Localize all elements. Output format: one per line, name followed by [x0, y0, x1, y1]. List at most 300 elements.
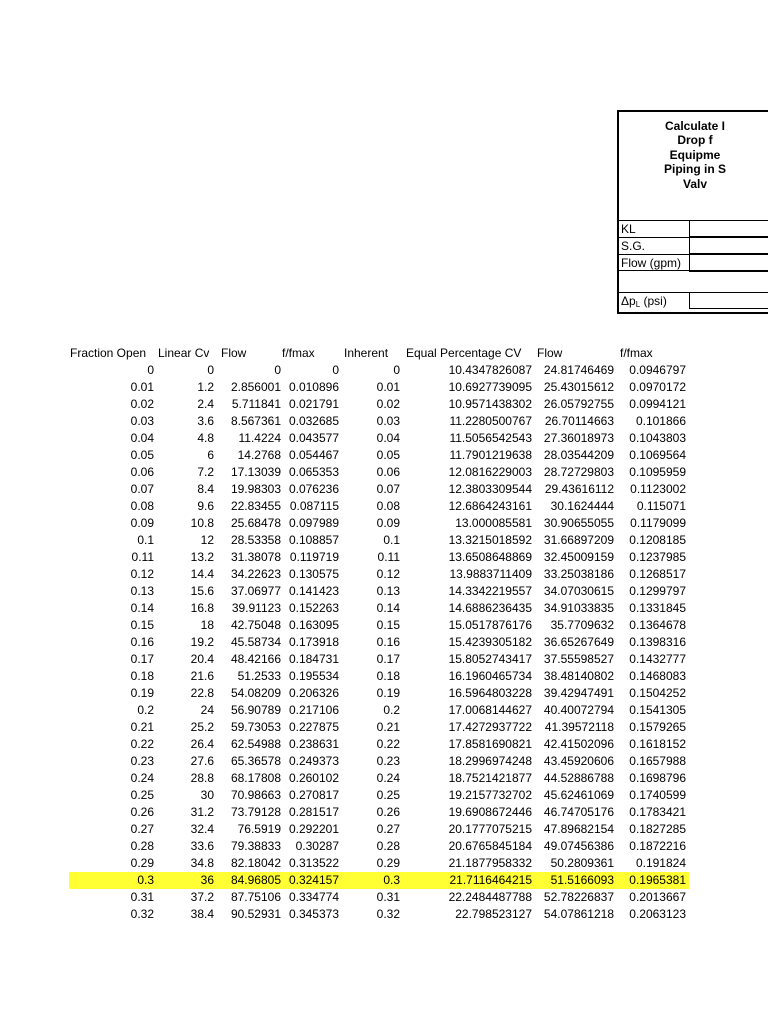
equal-percentage-cv-cell[interactable]: 13.000085581 [455, 516, 532, 530]
linear-cv-cell[interactable]: 26.4 [190, 737, 214, 751]
equal-percentage-cv-cell[interactable]: 11.7901219638 [449, 448, 532, 462]
equal-percentage-cv-cell[interactable]: 18.7521421877 [448, 771, 532, 785]
fraction-open-cell[interactable]: 0.24 [130, 771, 154, 785]
flow-cell[interactable]: 70.98663 [230, 788, 281, 802]
f-fmax-cell[interactable]: 0.281517 [288, 805, 339, 819]
fraction-open-cell[interactable]: 0.03 [130, 414, 154, 428]
f-fmax-cell[interactable]: 0.30287 [295, 839, 339, 853]
fraction-open-cell[interactable]: 0.16 [130, 635, 154, 649]
inherent-cell[interactable]: 0.08 [376, 499, 400, 513]
f-fmax-2-cell[interactable]: 0.2013667 [629, 890, 686, 904]
equal-percentage-cv-cell[interactable]: 12.3803309544 [448, 482, 532, 496]
inherent-cell[interactable]: 0.12 [376, 567, 400, 581]
flow-2-cell[interactable]: 26.05792755 [543, 397, 614, 411]
linear-cv-cell[interactable]: 24 [200, 703, 214, 717]
linear-cv-cell[interactable]: 12 [200, 533, 214, 547]
fraction-open-cell[interactable]: 0.04 [130, 431, 154, 445]
fraction-open-cell[interactable]: 0.12 [130, 567, 154, 581]
delta-p-subscript: L [635, 300, 641, 309]
f-fmax-2-cell[interactable]: 0.0946797 [629, 363, 686, 377]
fraction-open-cell[interactable]: 0.05 [130, 448, 154, 462]
flow-2-cell[interactable]: 47.89682154 [543, 822, 614, 836]
flow-2-cell[interactable]: 38.48140802 [543, 669, 614, 683]
f-fmax-cell[interactable]: 0.097989 [288, 516, 339, 530]
flow-cell[interactable]: 59.73053 [230, 720, 281, 734]
f-fmax-2-cell[interactable]: 0.1740599 [629, 788, 686, 802]
f-fmax-cell[interactable]: 0.173918 [288, 635, 339, 649]
fraction-open-cell[interactable]: 0.26 [130, 805, 154, 819]
f-fmax-cell[interactable]: 0.032685 [288, 414, 339, 428]
f-fmax-2-cell[interactable]: 0.191824 [635, 856, 686, 870]
f-fmax-2-cell[interactable]: 0.1468083 [629, 669, 686, 683]
inherent-cell[interactable]: 0.3 [383, 873, 400, 887]
equal-percentage-cv-cell[interactable]: 13.9883711409 [449, 567, 532, 581]
equal-percentage-cv-cell[interactable]: 18.2996974248 [448, 754, 532, 768]
inherent-cell[interactable]: 0.2 [383, 703, 400, 717]
flow-2-cell[interactable]: 28.03544209 [543, 448, 614, 462]
f-fmax-2-cell[interactable]: 0.1331845 [629, 601, 686, 615]
linear-cv-cell[interactable]: 15.6 [190, 584, 214, 598]
inherent-cell[interactable]: 0.31 [376, 890, 400, 904]
fraction-open-cell[interactable]: 0.06 [130, 465, 154, 479]
fraction-open-cell[interactable]: 0.23 [130, 754, 154, 768]
linear-cv-cell[interactable]: 36 [200, 873, 214, 887]
equal-percentage-cv-cell[interactable]: 13.3215018592 [448, 533, 532, 547]
f-fmax-cell[interactable]: 0.152263 [288, 601, 339, 615]
header-fraction-open: Fraction Open [70, 346, 147, 360]
fraction-open-cell[interactable]: 0.3 [137, 873, 154, 887]
flow-2-cell[interactable]: 52.78226837 [543, 890, 614, 904]
f-fmax-2-cell[interactable]: 0.1827285 [629, 822, 686, 836]
f-fmax-2-cell[interactable]: 0.1872216 [629, 839, 686, 853]
f-fmax-2-cell[interactable]: 0.0970172 [629, 380, 686, 394]
inherent-cell[interactable]: 0.15 [376, 618, 400, 632]
equal-percentage-cv-cell[interactable]: 21.1877958332 [448, 856, 532, 870]
delta-p-label [621, 294, 667, 308]
flow-cell[interactable]: 22.83455 [230, 499, 281, 513]
f-fmax-cell[interactable]: 0.065353 [288, 465, 339, 479]
sg-input-cell[interactable] [689, 237, 768, 254]
linear-cv-cell[interactable]: 2.4 [197, 397, 214, 411]
f-fmax-2-cell[interactable]: 0.1432777 [629, 652, 686, 666]
linear-cv-cell[interactable]: 8.4 [197, 482, 214, 496]
f-fmax-cell[interactable]: 0.087115 [289, 499, 339, 513]
f-fmax-cell[interactable]: 0.010896 [288, 380, 339, 394]
f-fmax-2-cell[interactable]: 0.1095959 [629, 465, 686, 479]
linear-cv-cell[interactable]: 9.6 [197, 499, 214, 513]
flow-cell[interactable]: 39.91123 [231, 601, 281, 615]
table-row [0, 583, 768, 600]
linear-cv-cell[interactable]: 0 [207, 363, 214, 377]
fraction-open-cell[interactable]: 0.08 [130, 499, 154, 513]
equal-percentage-cv-cell[interactable]: 17.0068144627 [448, 703, 532, 717]
fraction-open-cell[interactable]: 0.29 [130, 856, 154, 870]
fraction-open-cell[interactable]: 0.22 [130, 737, 154, 751]
flow-cell[interactable]: 68.17808 [230, 771, 281, 785]
flow-2-cell[interactable]: 27.36018973 [543, 431, 614, 445]
linear-cv-cell[interactable]: 38.4 [190, 907, 214, 921]
flow-2-cell[interactable]: 51.5166093 [550, 873, 614, 887]
f-fmax-cell[interactable]: 0.270817 [288, 788, 339, 802]
f-fmax-2-cell[interactable]: 0.1579265 [629, 720, 686, 734]
table-row [0, 617, 768, 634]
f-fmax-2-cell[interactable]: 0.1698796 [629, 771, 686, 785]
equal-percentage-cv-cell[interactable]: 20.6765845184 [448, 839, 532, 853]
equal-percentage-cv-cell[interactable]: 14.3342219557 [448, 584, 532, 598]
inherent-cell[interactable]: 0.11 [377, 550, 400, 564]
flow-cell[interactable]: 82.18042 [230, 856, 281, 870]
f-fmax-2-cell[interactable]: 0.1618152 [629, 737, 686, 751]
inherent-cell[interactable]: 0.32 [376, 907, 400, 921]
flow-row [619, 254, 768, 271]
table-row [0, 821, 768, 838]
equal-percentage-cv-cell[interactable]: 10.6927739095 [448, 380, 532, 394]
equal-percentage-cv-cell[interactable]: 17.4272937722 [448, 720, 532, 734]
f-fmax-2-cell[interactable]: 0.1208185 [629, 533, 686, 547]
flow-cell[interactable]: 73.79128 [230, 805, 281, 819]
f-fmax-cell[interactable]: 0.313522 [288, 856, 339, 870]
fraction-open-cell[interactable]: 0.01 [130, 380, 154, 394]
f-fmax-2-cell[interactable]: 0.0994121 [629, 397, 686, 411]
inherent-cell[interactable]: 0.02 [376, 397, 400, 411]
fraction-open-cell[interactable]: 0.17 [130, 652, 154, 666]
f-fmax-cell[interactable]: 0.119719 [289, 550, 339, 564]
inherent-cell[interactable]: 0.17 [376, 652, 400, 666]
linear-cv-cell[interactable]: 18 [200, 618, 214, 632]
f-fmax-cell[interactable]: 0.217106 [288, 703, 339, 717]
flow-cell[interactable]: 25.68478 [230, 516, 281, 530]
flow-2-cell[interactable]: 33.25038186 [543, 567, 614, 581]
flow-cell[interactable]: 90.52931 [230, 907, 281, 921]
kl-input-cell[interactable] [689, 220, 768, 237]
table-row [0, 753, 768, 770]
equal-percentage-cv-cell[interactable]: 14.6886236435 [448, 601, 532, 615]
equal-percentage-cv-cell[interactable]: 16.5964803228 [448, 686, 532, 700]
flow-2-cell[interactable]: 46.74705176 [543, 805, 614, 819]
f-fmax-cell[interactable]: 0.324157 [288, 873, 339, 887]
pressure-drop-calculator [617, 110, 768, 314]
inherent-cell[interactable]: 0 [393, 363, 400, 377]
f-fmax-2-cell[interactable]: 0.2063123 [629, 907, 686, 921]
flow-2-cell[interactable]: 50.2809361 [550, 856, 614, 870]
flow-2-cell[interactable]: 31.66897209 [543, 533, 614, 547]
flow-cell[interactable]: 31.38078 [230, 550, 281, 564]
f-fmax-2-cell[interactable]: 0.1965381 [629, 873, 686, 887]
fraction-open-cell[interactable]: 0.2 [137, 703, 154, 717]
f-fmax-2-cell[interactable]: 0.1398316 [629, 635, 686, 649]
f-fmax-2-cell[interactable]: 0.1783421 [629, 805, 686, 819]
f-fmax-2-cell[interactable]: 0.1069564 [629, 448, 686, 462]
calculator-title-line: Calculate I [664, 119, 726, 133]
flow-cell[interactable]: 56.90789 [230, 703, 281, 717]
flow-2-cell[interactable]: 40.40072794 [543, 703, 614, 717]
f-fmax-2-cell[interactable]: 0.1657988 [629, 754, 686, 768]
f-fmax-cell[interactable]: 0.249373 [288, 754, 339, 768]
flow-2-cell[interactable]: 29.43616112 [544, 482, 614, 496]
flow-cell[interactable]: 54.08209 [230, 686, 281, 700]
equal-percentage-cv-cell[interactable]: 22.2484487788 [448, 890, 532, 904]
fraction-open-cell[interactable]: 0.11 [131, 550, 154, 564]
equal-percentage-cv-cell[interactable]: 13.6508648869 [448, 550, 532, 564]
fraction-open-cell[interactable]: 0.13 [130, 584, 154, 598]
linear-cv-cell[interactable]: 6 [207, 448, 214, 462]
linear-cv-cell[interactable]: 33.6 [190, 839, 214, 853]
fraction-open-cell[interactable]: 0.31 [130, 890, 154, 904]
inherent-cell[interactable]: 0.03 [376, 414, 400, 428]
f-fmax-cell[interactable]: 0.076236 [288, 482, 339, 496]
f-fmax-cell[interactable]: 0.260102 [288, 771, 339, 785]
table-row [0, 685, 768, 702]
flow-2-cell[interactable]: 25.43015612 [543, 380, 614, 394]
f-fmax-cell[interactable]: 0.021791 [288, 397, 339, 411]
equal-percentage-cv-cell[interactable]: 16.1960465734 [448, 669, 532, 683]
flow-2-cell[interactable]: 41.39572118 [544, 720, 614, 734]
equal-percentage-cv-cell[interactable]: 11.2280500767 [449, 414, 532, 428]
inherent-cell[interactable]: 0.05 [376, 448, 400, 462]
flow-2-cell[interactable]: 39.42947491 [543, 686, 614, 700]
f-fmax-2-cell[interactable]: 0.115071 [636, 499, 686, 513]
flow-2-cell[interactable]: 30.90655055 [543, 516, 614, 530]
linear-cv-cell[interactable]: 7.2 [197, 465, 214, 479]
f-fmax-2-cell[interactable]: 0.1179099 [630, 516, 686, 530]
inherent-cell[interactable]: 0.04 [376, 431, 400, 445]
header-linear-cv: Linear Cv [158, 346, 210, 360]
calculator-title-line: Equipme [669, 147, 721, 162]
equal-percentage-cv-cell[interactable]: 19.6908672446 [448, 805, 532, 819]
inherent-cell[interactable]: 0.24 [376, 771, 400, 785]
linear-cv-cell[interactable]: 10.8 [190, 516, 214, 530]
equal-percentage-cv-cell[interactable]: 11.5056542543 [449, 431, 532, 445]
f-fmax-cell[interactable]: 0.043577 [288, 431, 339, 445]
linear-cv-cell[interactable]: 22.8 [190, 686, 214, 700]
table-row [0, 413, 768, 430]
flow-2-cell[interactable]: 42.41502096 [543, 737, 614, 751]
f-fmax-2-cell[interactable]: 0.1541305 [629, 703, 686, 717]
flow-cell[interactable]: 19.98303 [230, 482, 281, 496]
f-fmax-2-cell[interactable]: 0.101866 [635, 414, 686, 428]
f-fmax-cell[interactable]: 0.345373 [288, 907, 339, 921]
header-f-fmax: f/fmax [282, 346, 315, 360]
table-row [0, 855, 768, 872]
fraction-open-cell[interactable]: 0.27 [130, 822, 154, 836]
linear-cv-cell[interactable]: 14.4 [190, 567, 214, 581]
flow-2-cell[interactable]: 35.7709632 [550, 618, 614, 632]
flow-cell[interactable]: 17.13039 [230, 465, 281, 479]
table-row [0, 736, 768, 753]
flow-cell[interactable]: 65.36578 [230, 754, 281, 768]
flow-2-cell[interactable]: 54.07861218 [543, 907, 614, 921]
linear-cv-cell[interactable]: 27.6 [190, 754, 214, 768]
linear-cv-cell[interactable]: 34.8 [190, 856, 214, 870]
fraction-open-cell[interactable]: 0.14 [130, 601, 154, 615]
table-row [0, 600, 768, 617]
table-row [0, 447, 768, 464]
linear-cv-cell[interactable]: 13.2 [190, 550, 214, 564]
delta-p-unit: (psi) [640, 294, 667, 308]
inherent-cell[interactable]: 0.1 [383, 533, 400, 547]
linear-cv-cell[interactable]: 19.2 [190, 635, 214, 649]
kl-label: KL [621, 222, 636, 236]
f-fmax-cell[interactable]: 0.334774 [288, 890, 339, 904]
f-fmax-cell[interactable]: 0.195534 [288, 669, 339, 683]
inherent-cell[interactable]: 0.18 [376, 669, 400, 683]
fraction-open-cell[interactable]: 0.19 [130, 686, 154, 700]
flow-2-cell[interactable]: 49.07456386 [543, 839, 614, 853]
linear-cv-cell[interactable]: 25.2 [190, 720, 214, 734]
fraction-open-cell[interactable]: 0.15 [130, 618, 154, 632]
fraction-open-cell[interactable]: 0.18 [130, 669, 154, 683]
f-fmax-cell[interactable]: 0.238631 [288, 737, 339, 751]
inherent-cell[interactable]: 0.06 [376, 465, 400, 479]
flow-cell[interactable]: 34.22623 [230, 567, 281, 581]
flow-cell[interactable]: 14.2768 [237, 448, 281, 462]
f-fmax-cell[interactable]: 0.163095 [288, 618, 339, 632]
calculator-title [621, 119, 768, 191]
linear-cv-cell[interactable]: 28.8 [190, 771, 214, 785]
flow-2-cell[interactable]: 43.45920606 [543, 754, 614, 768]
f-fmax-cell[interactable]: 0.130575 [288, 567, 339, 581]
flow-2-cell[interactable]: 30.1624444 [550, 499, 614, 513]
equal-percentage-cv-cell[interactable]: 17.8581690821 [448, 737, 532, 751]
f-fmax-cell[interactable]: 0.108857 [288, 533, 339, 547]
f-fmax-cell[interactable]: 0.206326 [288, 686, 339, 700]
flow-cell[interactable]: 45.58734 [230, 635, 281, 649]
flow-2-cell[interactable]: 34.91033835 [543, 601, 614, 615]
linear-cv-cell[interactable]: 3.6 [197, 414, 214, 428]
f-fmax-cell[interactable]: 0.141423 [288, 584, 339, 598]
table-row [0, 770, 768, 787]
flow-2-cell[interactable]: 34.07030615 [543, 584, 614, 598]
equal-percentage-cv-cell[interactable]: 12.6864243161 [448, 499, 532, 513]
linear-cv-cell[interactable]: 4.8 [197, 431, 214, 445]
f-fmax-2-cell[interactable]: 0.1299797 [629, 584, 686, 598]
equal-percentage-cv-cell[interactable]: 15.4239305182 [448, 635, 532, 649]
flow-cell[interactable]: 2.856001 [230, 380, 281, 394]
header-flow: Flow [221, 346, 247, 360]
delta-p-row [619, 292, 768, 309]
flow-cell[interactable]: 76.5919 [237, 822, 281, 836]
inherent-cell[interactable]: 0.21 [376, 720, 400, 734]
inherent-cell[interactable]: 0.14 [376, 601, 400, 615]
fraction-open-cell[interactable]: 0.28 [130, 839, 154, 853]
flow-2-cell[interactable]: 45.62461069 [543, 788, 614, 802]
flow-2-cell[interactable]: 37.55598527 [543, 652, 614, 666]
table-row [0, 804, 768, 821]
equal-percentage-cv-cell[interactable]: 10.9571438302 [448, 397, 532, 411]
flow-cell[interactable]: 48.42166 [230, 652, 281, 666]
table-row [0, 719, 768, 736]
f-fmax-2-cell[interactable]: 0.1504252 [629, 686, 686, 700]
flow-cell[interactable]: 0 [274, 363, 281, 377]
table-header-row [0, 345, 768, 362]
equal-percentage-cv-cell[interactable]: 21.7116464215 [449, 873, 532, 887]
f-fmax-2-cell[interactable]: 0.1123002 [630, 482, 686, 496]
inherent-cell[interactable]: 0.23 [376, 754, 400, 768]
flow-cell[interactable]: 28.53358 [230, 533, 281, 547]
linear-cv-cell[interactable]: 1.2 [197, 380, 214, 394]
fraction-open-cell[interactable]: 0.07 [130, 482, 154, 496]
inherent-cell[interactable]: 0.29 [376, 856, 400, 870]
flow-cell[interactable]: 42.75048 [230, 618, 281, 632]
f-fmax-2-cell[interactable]: 0.1268517 [629, 567, 686, 581]
flow-cell[interactable]: 8.567361 [230, 414, 281, 428]
f-fmax-2-cell[interactable]: 0.1237985 [629, 550, 686, 564]
delta-p-output-cell[interactable] [689, 292, 768, 309]
inherent-cell[interactable]: 0.13 [376, 584, 400, 598]
equal-percentage-cv-cell[interactable]: 22.798523127 [455, 907, 532, 921]
flow-cell[interactable]: 11.4224 [238, 431, 281, 445]
flow-cell[interactable]: 5.711841 [231, 397, 281, 411]
inherent-cell[interactable]: 0.28 [376, 839, 400, 853]
fraction-open-cell[interactable]: 0 [147, 363, 154, 377]
flow-2-cell[interactable]: 36.65267649 [543, 635, 614, 649]
flow-cell[interactable]: 79.38833 [230, 839, 281, 853]
inherent-cell[interactable]: 0.27 [376, 822, 400, 836]
fraction-open-cell[interactable]: 0.21 [130, 720, 154, 734]
linear-cv-cell[interactable]: 37.2 [190, 890, 214, 904]
inherent-cell[interactable]: 0.01 [376, 380, 400, 394]
flow-cell[interactable]: 87.75106 [230, 890, 281, 904]
flow-cell[interactable]: 51.2533 [237, 669, 281, 683]
fraction-open-cell[interactable]: 0.09 [130, 516, 154, 530]
linear-cv-cell[interactable]: 32.4 [190, 822, 214, 836]
equal-percentage-cv-cell[interactable]: 20.1777075215 [448, 822, 532, 836]
fraction-open-cell[interactable]: 0.1 [137, 533, 154, 547]
header-inherent: Inherent [344, 346, 389, 360]
kl-row [619, 220, 768, 237]
f-fmax-cell[interactable]: 0.054467 [288, 448, 339, 462]
f-fmax-cell[interactable]: 0 [332, 363, 339, 377]
f-fmax-cell[interactable]: 0.184731 [288, 652, 339, 666]
flow-2-cell[interactable]: 26.70114663 [544, 414, 614, 428]
header-equal-percentage-cv: Equal Percentage CV [406, 346, 522, 360]
equal-percentage-cv-cell[interactable]: 19.2157732702 [448, 788, 532, 802]
equal-percentage-cv-cell[interactable]: 12.0816229003 [448, 465, 532, 479]
linear-cv-cell[interactable]: 16.8 [190, 601, 214, 615]
inherent-cell[interactable]: 0.09 [376, 516, 400, 530]
equal-percentage-cv-cell[interactable]: 10.4347826087 [448, 363, 532, 377]
fraction-open-cell[interactable]: 0.25 [130, 788, 154, 802]
flow-2-cell[interactable]: 44.52886788 [543, 771, 614, 785]
fraction-open-cell[interactable]: 0.02 [130, 397, 154, 411]
linear-cv-cell[interactable]: 31.2 [190, 805, 214, 819]
flow-cell[interactable]: 37.06977 [230, 584, 281, 598]
fraction-open-cell[interactable]: 0.32 [130, 907, 154, 921]
flow-2-cell[interactable]: 24.81746469 [543, 363, 614, 377]
flow-cell[interactable]: 84.96805 [230, 873, 281, 887]
linear-cv-cell[interactable]: 30 [200, 788, 214, 802]
equal-percentage-cv-cell[interactable]: 15.8052743417 [448, 652, 532, 666]
f-fmax-2-cell[interactable]: 0.1043803 [629, 431, 686, 445]
inherent-cell[interactable]: 0.16 [376, 635, 400, 649]
table-row [0, 430, 768, 447]
f-fmax-cell[interactable]: 0.227875 [288, 720, 339, 734]
flow-input-cell[interactable] [689, 254, 768, 272]
linear-cv-cell[interactable]: 20.4 [190, 652, 214, 666]
flow-2-cell[interactable]: 32.45009159 [543, 550, 614, 564]
inherent-cell[interactable]: 0.26 [376, 805, 400, 819]
f-fmax-2-cell[interactable]: 0.1364678 [629, 618, 686, 632]
flow-cell[interactable]: 62.54988 [230, 737, 281, 751]
inherent-cell[interactable]: 0.07 [376, 482, 400, 496]
inherent-cell[interactable]: 0.25 [376, 788, 400, 802]
f-fmax-cell[interactable]: 0.292201 [288, 822, 339, 836]
equal-percentage-cv-cell[interactable]: 15.0517876176 [448, 618, 532, 632]
flow-2-cell[interactable]: 28.72729803 [543, 465, 614, 479]
linear-cv-cell[interactable]: 21.6 [190, 669, 214, 683]
inherent-cell[interactable]: 0.22 [376, 737, 400, 751]
inherent-cell[interactable]: 0.19 [376, 686, 400, 700]
